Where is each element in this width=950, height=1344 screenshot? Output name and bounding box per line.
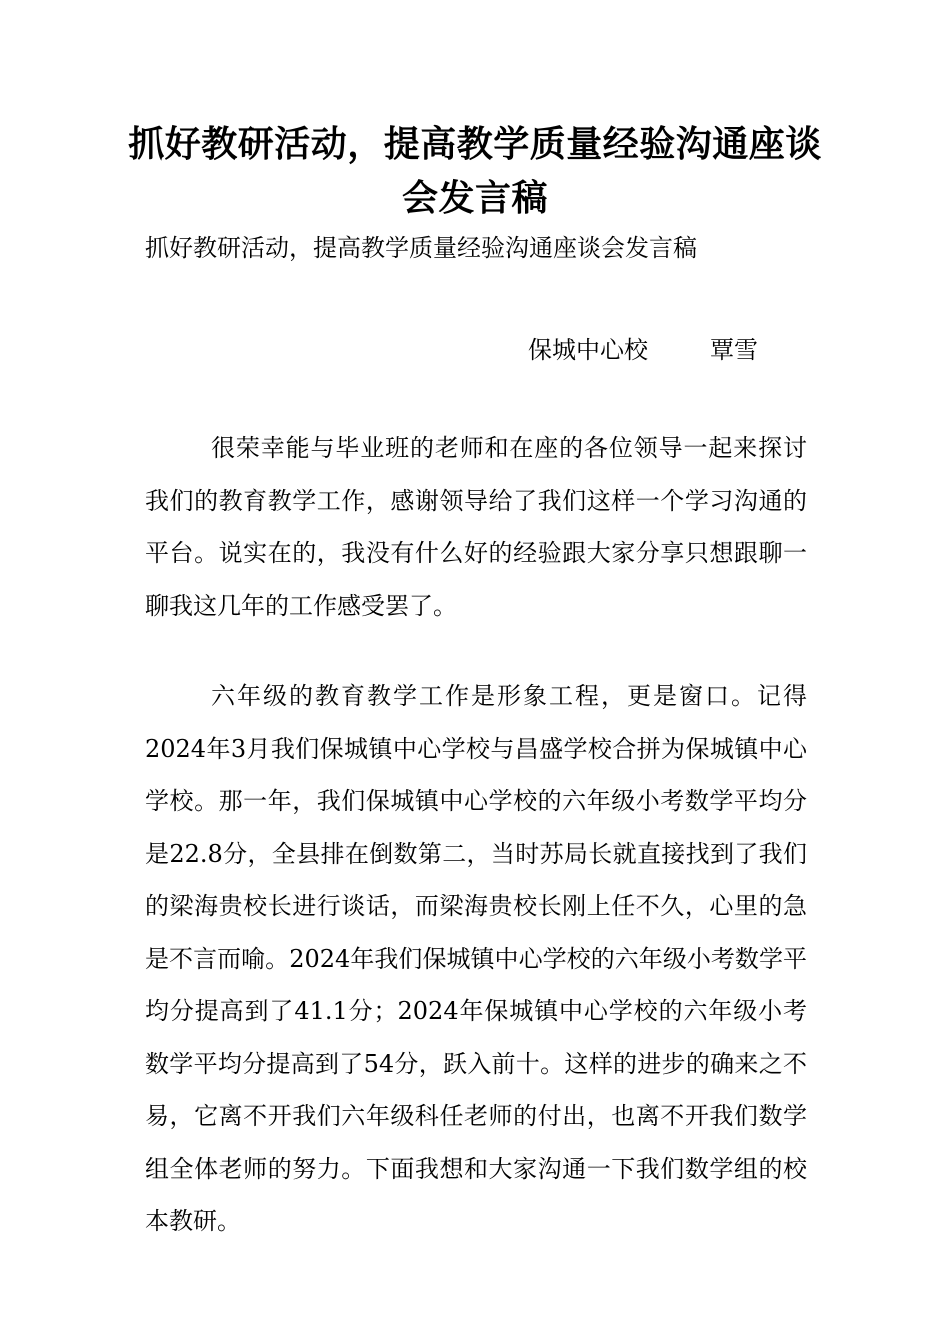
paragraph-body: 六年级的教育教学工作是形象工程，更是窗口。记得2024年3月我们保城镇中心学校与昌盛学校合拼为保城镇中心学校。那一年，我们保城镇中心学校的六年级小考数学平均分是22.8分，全县排在倒数第二，当时苏局长就直接找到了我们的梁海贵校长进行谈话，而梁海贵校长刚上任不久，心里的急是不言而喻。2024年我们保城镇中心学校的六年级小考数学平均分提高到了41.1分；2024年保城镇中心学校的六年级小考数学平均分提高到了54分，跃入前十。这样的进步的确来之不易，它离不开我们六年级科任老师的付出，也离不开我们数学组全体老师的努力。下面我想和大家沟通一下我们数学组的校本教研。	[145, 682, 807, 1235]
document-subtitle: 抓好教研活动，提高教学质量经验沟通座谈会发言稿	[145, 234, 697, 262]
document-title: 抓好教研活动，提高教学质量经验沟通座谈会发言稿	[128, 124, 822, 219]
byline-author: 覃雪	[710, 336, 758, 364]
paragraph-intro: 很荣幸能与毕业班的老师和在座的各位领导一起来探讨我们的教育教学工作，感谢领导给了我们这样一个学习沟通的平台。说实在的，我没有什么好的经验跟大家分享只想跟聊一聊我这几年的工作感受罢了。	[145, 434, 807, 620]
byline	[528, 330, 758, 370]
byline-school: 保城中心校	[528, 336, 648, 364]
